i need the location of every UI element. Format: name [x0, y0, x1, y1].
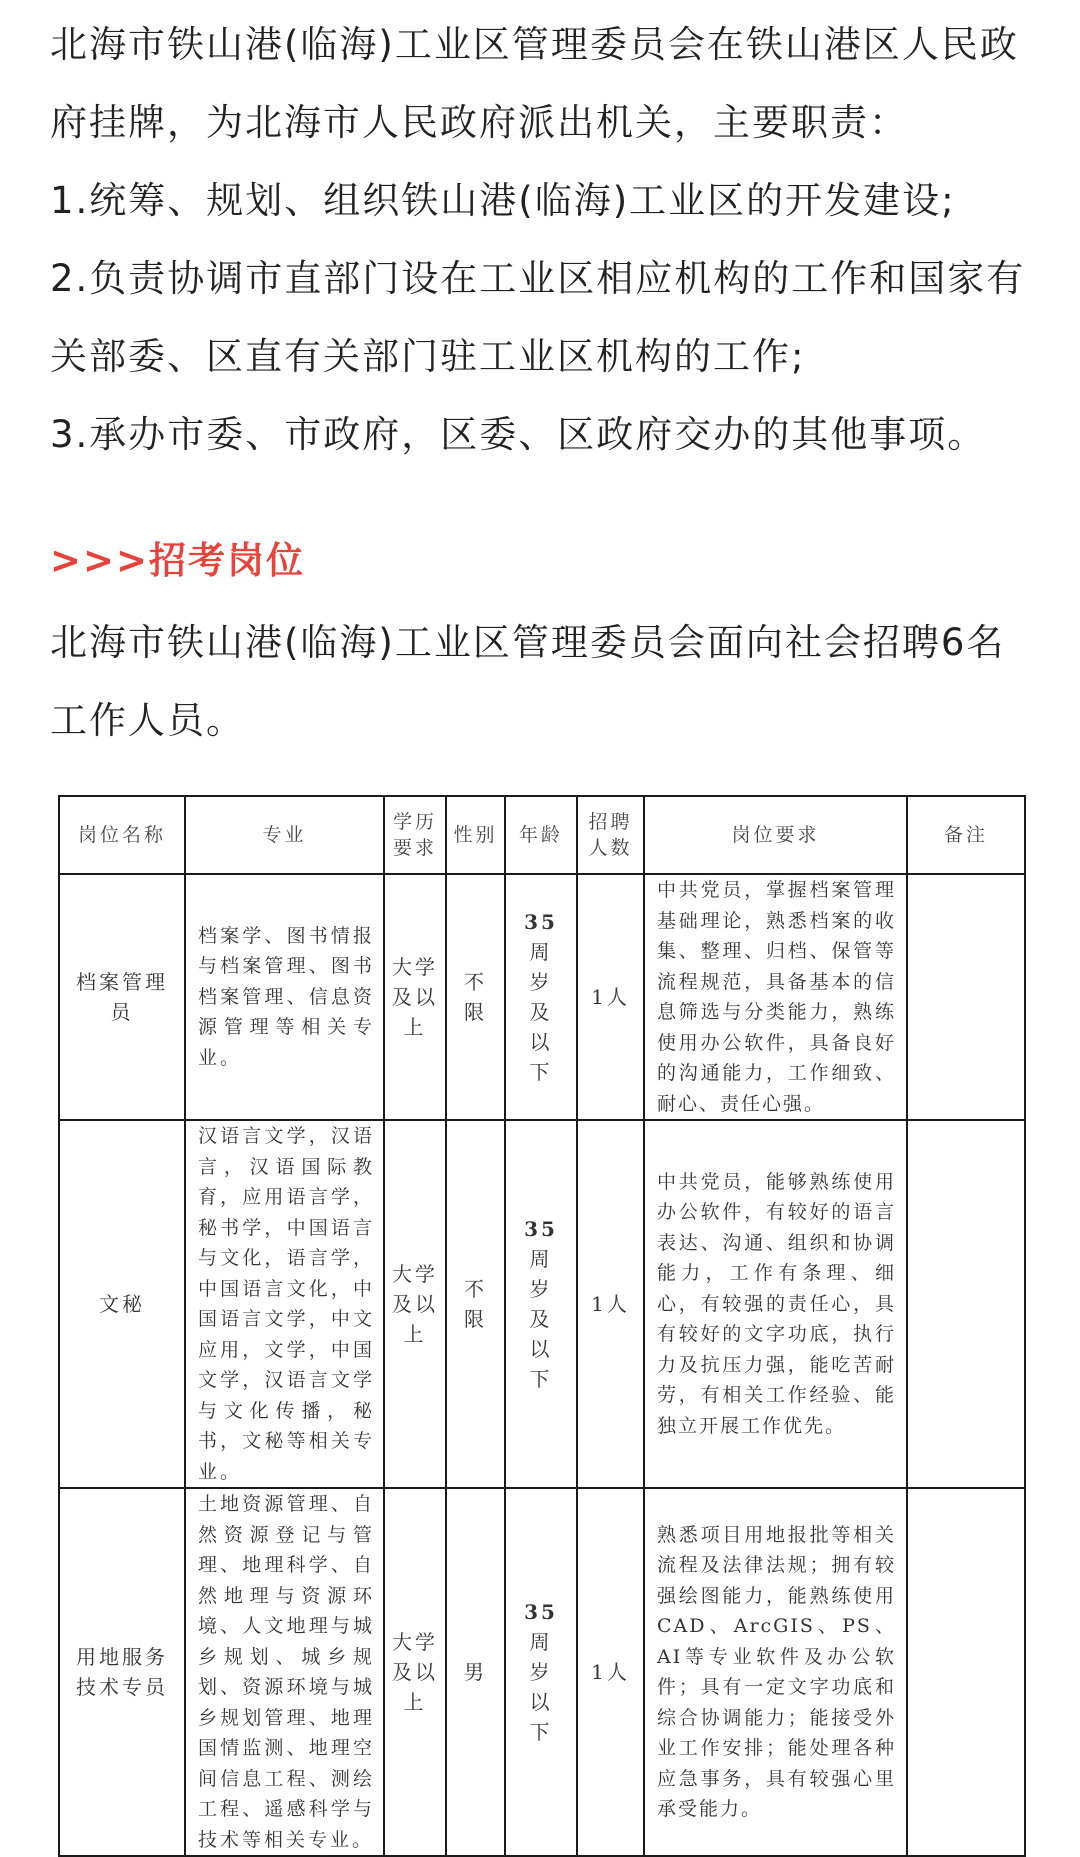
cell-gender: 不限	[446, 1120, 505, 1488]
cell-age	[505, 1488, 577, 1856]
article-body	[50, 0, 1035, 760]
cell-position: 文秘	[59, 1120, 185, 1488]
cell-note	[907, 1120, 1025, 1488]
header-education: 学历要求	[384, 796, 446, 874]
header-count: 招聘人数	[577, 796, 644, 874]
header-age: 年龄	[505, 796, 577, 874]
header-major: 专业	[185, 796, 384, 874]
cell-education: 大学及以上	[384, 874, 446, 1120]
intro-paragraph: 北海市铁山港(临海)工业区管理委员会在铁山港区人民政府挂牌，为北海市人民政府派出机关，主要职责：	[50, 23, 1019, 144]
age-text: 周岁及以下	[529, 940, 553, 1084]
cell-major: 档案学、图书情报与档案管理、图书档案管理、信息资源管理等相关专业。	[185, 874, 384, 1120]
cell-gender: 男	[446, 1488, 505, 1856]
header-note: 备注	[907, 796, 1025, 874]
cell-position: 档案管理员	[59, 874, 185, 1120]
age-number: 35	[524, 1600, 558, 1624]
duty-item-2: 2.负责协调市直部门设在工业区相应机构的工作和国家有关部委、区直有关部门驻工业区机构的工作;	[50, 257, 1026, 378]
table-row	[59, 874, 1025, 1120]
header-position: 岗位名称	[59, 796, 185, 874]
recruitment-table	[58, 795, 1026, 1857]
cell-count: 1人	[577, 1488, 644, 1856]
age-number: 35	[524, 1217, 558, 1241]
cell-note	[907, 1488, 1025, 1856]
duty-item-3: 3.承办市委、市政府，区委、区政府交办的其他事项。	[50, 413, 987, 456]
cell-age	[505, 1120, 577, 1488]
cell-count: 1人	[577, 874, 644, 1120]
cell-position: 用地服务技术专员	[59, 1488, 185, 1856]
table-header-row	[59, 796, 1025, 874]
cell-age	[505, 874, 577, 1120]
duty-item-1: 1.统筹、规划、组织铁山港(临海)工业区的开发建设;	[50, 179, 956, 222]
cell-requirements: 中共党员，掌握档案管理基础理论，熟悉档案的收集、整理、归档、保管等流程规范，具备基本的信息筛选与分类能力，熟练使用办公软件，具备良好的沟通能力，工作细致、耐心、责任心强。	[644, 874, 907, 1120]
section-heading: >>>招考岗位	[50, 539, 306, 582]
cell-gender: 不限	[446, 874, 505, 1120]
age-text: 周岁以下	[529, 1630, 553, 1744]
cell-requirements: 熟悉项目用地报批等相关流程及法律法规；拥有较强绘图能力，能熟练使用CAD、ArcGIS、PS、AI等专业软件及办公软件；具有一定文字功底和综合协调能力；能接受外业工作安排；能处理各种应急事务，具有较强心里承受能力。	[644, 1488, 907, 1856]
cell-education: 大学及以上	[384, 1488, 446, 1856]
cell-count: 1人	[577, 1120, 644, 1488]
header-requirements: 岗位要求	[644, 796, 907, 874]
cell-education: 大学及以上	[384, 1120, 446, 1488]
cell-major: 汉语言文学，汉语言，汉语国际教育，应用语言学，秘书学，中国语言与文化，语言学，中国语言文化，中国语言文学，中文应用，文学，中国文学，汉语言文学与文化传播，秘书，文秘等相关专业。	[185, 1120, 384, 1488]
cell-requirements: 中共党员，能够熟练使用办公软件，有较好的语言表达、沟通、组织和协调能力，工作有条理、细心，有较强的责任心，具有较好的文字功底，执行力及抗压力强，能吃苦耐劳，有相关工作经验、能独立开展工作优先。	[644, 1120, 907, 1488]
table-row	[59, 1488, 1025, 1856]
age-number: 35	[524, 910, 558, 934]
cell-note	[907, 874, 1025, 1120]
age-text: 周岁及以下	[529, 1247, 553, 1391]
table-row	[59, 1120, 1025, 1488]
header-gender: 性别	[446, 796, 505, 874]
cell-major: 土地资源管理、自然资源登记与管理、地理科学、自然地理与资源环境、人文地理与城乡规划、城乡规划、资源环境与城乡规划管理、地理国情监测、地理空间信息工程、测绘工程、遥感科学与技术等相关专业。	[185, 1488, 384, 1856]
recruit-paragraph: 北海市铁山港(临海)工业区管理委员会面向社会招聘6名工作人员。	[50, 621, 1006, 742]
recruitment-table-wrapper	[58, 795, 1024, 1857]
